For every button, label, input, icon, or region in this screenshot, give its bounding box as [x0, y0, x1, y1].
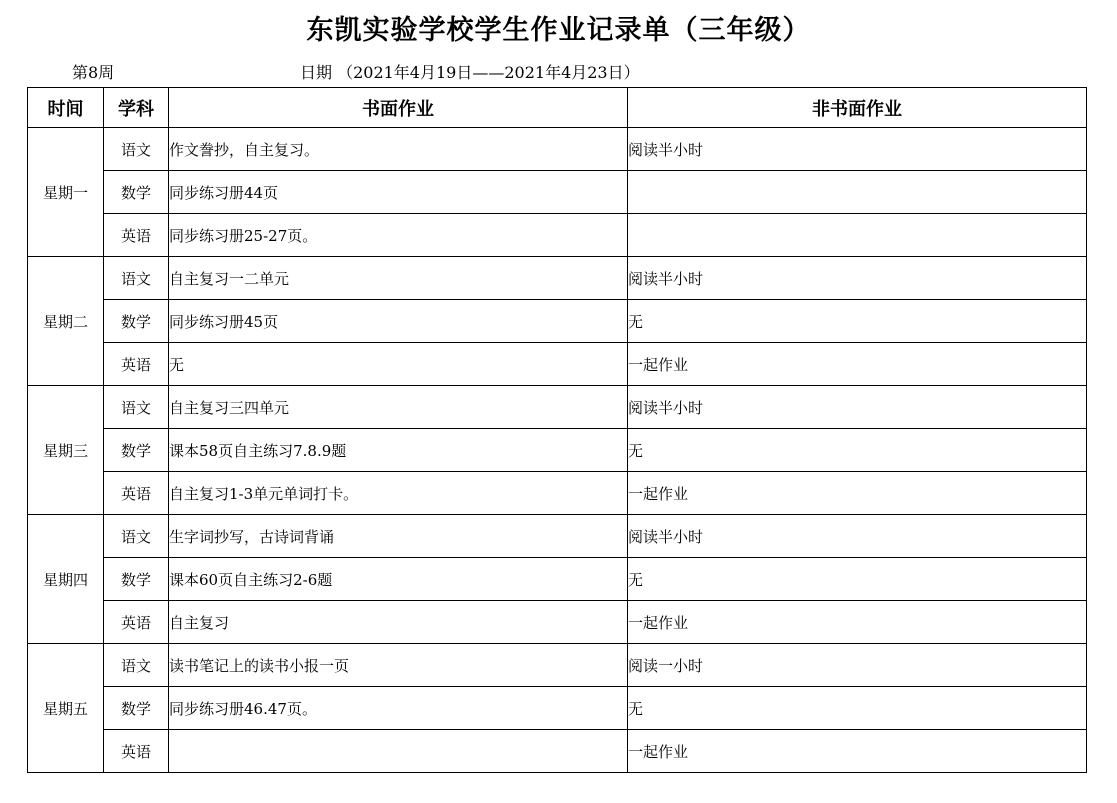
subject-cell: 英语 [104, 472, 169, 515]
written-cell: 课本58页自主练习7.8.9题 [169, 429, 628, 472]
day-cell: 星期四 [28, 515, 104, 644]
table-row [28, 214, 1087, 257]
nonwritten-cell [628, 171, 1087, 214]
nonwritten-cell: 阅读半小时 [628, 515, 1087, 558]
header-time: 时间 [28, 88, 104, 128]
day-cell: 星期一 [28, 128, 104, 257]
table-row [28, 644, 1087, 687]
written-cell: 自主复习一二单元 [169, 257, 628, 300]
written-cell: 课本60页自主练习2-6题 [169, 558, 628, 601]
subject-cell: 语文 [104, 128, 169, 171]
written-cell: 同步练习册44页 [169, 171, 628, 214]
subject-cell: 语文 [104, 644, 169, 687]
nonwritten-cell: 无 [628, 558, 1087, 601]
subject-cell: 数学 [104, 300, 169, 343]
subject-cell: 数学 [104, 171, 169, 214]
day-cell: 星期五 [28, 644, 104, 773]
homework-table [27, 87, 1087, 773]
table-row [28, 343, 1087, 386]
nonwritten-cell: 无 [628, 429, 1087, 472]
table-row [28, 128, 1087, 171]
date-range: 日期 （2021年4月19日——2021年4月23日） [300, 63, 640, 82]
subject-cell: 英语 [104, 214, 169, 257]
table-row [28, 171, 1087, 214]
table-row [28, 730, 1087, 773]
written-cell: 无 [169, 343, 628, 386]
day-cell: 星期二 [28, 257, 104, 386]
table-row [28, 386, 1087, 429]
written-cell [169, 730, 628, 773]
subject-cell: 数学 [104, 558, 169, 601]
table-row [28, 687, 1087, 730]
nonwritten-cell: 无 [628, 300, 1087, 343]
table-row [28, 601, 1087, 644]
written-cell: 作文誊抄，自主复习。 [169, 128, 628, 171]
nonwritten-cell: 阅读半小时 [628, 386, 1087, 429]
written-cell: 同步练习册46.47页。 [169, 687, 628, 730]
subject-cell: 英语 [104, 343, 169, 386]
day-cell: 星期三 [28, 386, 104, 515]
nonwritten-cell: 阅读半小时 [628, 128, 1087, 171]
table-row [28, 515, 1087, 558]
nonwritten-cell [628, 214, 1087, 257]
table-row [28, 300, 1087, 343]
header-nonwritten: 非书面作业 [628, 88, 1087, 128]
written-cell: 同步练习册45页 [169, 300, 628, 343]
subject-cell: 英语 [104, 730, 169, 773]
subject-cell: 语文 [104, 257, 169, 300]
subject-cell: 数学 [104, 687, 169, 730]
nonwritten-cell: 一起作业 [628, 343, 1087, 386]
nonwritten-cell: 阅读一小时 [628, 644, 1087, 687]
table-row [28, 558, 1087, 601]
table-row [28, 472, 1087, 515]
nonwritten-cell: 一起作业 [628, 730, 1087, 773]
header-subject: 学科 [104, 88, 169, 128]
table-row [28, 257, 1087, 300]
written-cell: 同步练习册25-27页。 [169, 214, 628, 257]
nonwritten-cell: 一起作业 [628, 601, 1087, 644]
table-row [28, 429, 1087, 472]
week-label: 第8周 [72, 63, 115, 82]
header-row [28, 88, 1087, 128]
nonwritten-cell: 一起作业 [628, 472, 1087, 515]
page-title: 东凯实验学校学生作业记录单（三年级） [306, 15, 811, 46]
written-cell: 读书笔记上的读书小报一页 [169, 644, 628, 687]
header-written: 书面作业 [169, 88, 628, 128]
written-cell: 自主复习 [169, 601, 628, 644]
written-cell: 自主复习三四单元 [169, 386, 628, 429]
subject-cell: 数学 [104, 429, 169, 472]
nonwritten-cell: 阅读半小时 [628, 257, 1087, 300]
written-cell: 自主复习1-3单元单词打卡。 [169, 472, 628, 515]
subject-cell: 语文 [104, 386, 169, 429]
nonwritten-cell: 无 [628, 687, 1087, 730]
subject-cell: 语文 [104, 515, 169, 558]
written-cell: 生字词抄写，古诗词背诵 [169, 515, 628, 558]
subject-cell: 英语 [104, 601, 169, 644]
